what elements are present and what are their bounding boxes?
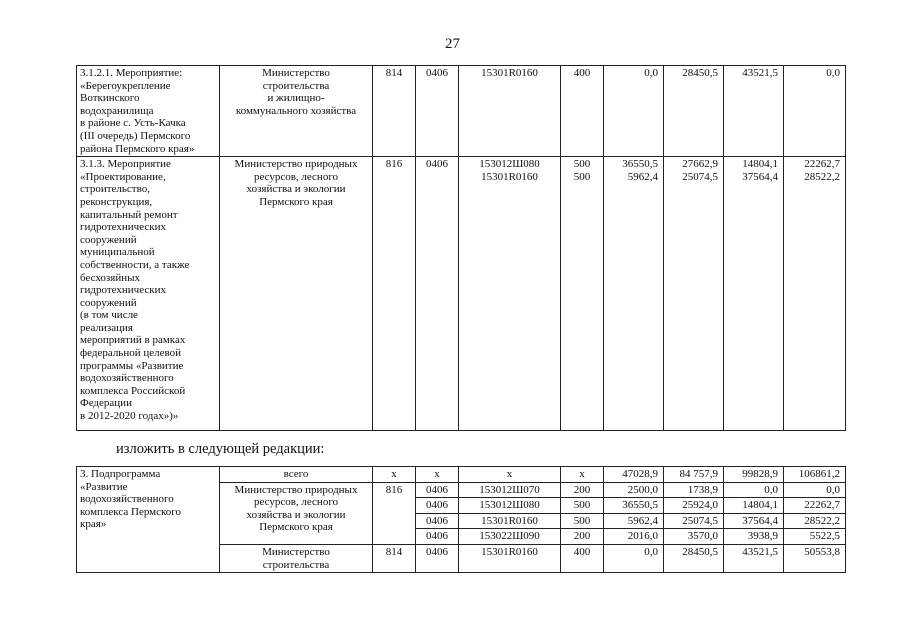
executor-cell: Министерство строительства	[220, 544, 373, 572]
rzpr-cell: 0406	[416, 482, 459, 498]
value-cell: 47028,9	[604, 467, 664, 483]
value-cell: 2500,0	[604, 482, 664, 498]
csr-cell	[459, 157, 561, 431]
table-row	[77, 157, 846, 431]
measure-name-cell: 3.1.3. Мероприятие «Проектирование, строительство, реконструкция, капитальный ремонт гидротехнических сооружений муниципальной собственности, а также бесхозяйных гидротехнических сооружений (в том числе реализация мероприятий в рамках федеральной целевой программы «Развитие водохозяйственного комплекса Российской Федерации в 2012-2020 годах»)»	[77, 157, 220, 431]
grbs-cell: 816	[373, 157, 416, 431]
page-number: 27	[445, 36, 460, 52]
vr-cell: 500	[561, 498, 604, 514]
vr-cell: х	[561, 467, 604, 483]
value-cell: 3570,0	[664, 529, 724, 545]
value-cell: 43521,5	[724, 66, 784, 157]
value-line: 36550,5	[622, 158, 658, 171]
rzpr-cell: 0406	[416, 66, 459, 157]
vr-cell: 500	[561, 513, 604, 529]
executor-cell: Министерство природных ресурсов, лесного хозяйства и экологии Пермского края	[220, 157, 373, 431]
rzpr-cell: 0406	[416, 157, 459, 431]
value-line: 14804,1	[742, 158, 778, 171]
value-cell: 0,0	[784, 66, 846, 157]
value-line: 22262,7	[804, 158, 840, 171]
csr-cell: 153012Ш070	[459, 482, 561, 498]
rzpr-cell: х	[416, 467, 459, 483]
value-cell: 1738,9	[664, 482, 724, 498]
budget-table-old	[76, 65, 846, 431]
value-cell	[604, 157, 664, 431]
vr-cell: 200	[561, 529, 604, 545]
value-cell: 37564,4	[724, 513, 784, 529]
budget-table-new	[76, 466, 846, 573]
value-cell: 28450,5	[664, 66, 724, 157]
csr-line: 15301R0160	[481, 171, 538, 184]
value-cell: 0,0	[724, 482, 784, 498]
value-cell: 106861,2	[784, 467, 846, 483]
executor-cell: Министерство строительства и жилищно- коммунального хозяйства	[220, 66, 373, 157]
table-row	[77, 467, 846, 483]
rzpr-cell: 0406	[416, 529, 459, 545]
csr-cell: 153022Ш090	[459, 529, 561, 545]
value-cell: 84 757,9	[664, 467, 724, 483]
value-cell: 28450,5	[664, 544, 724, 572]
value-cell: 2016,0	[604, 529, 664, 545]
csr-cell: 15301R0160	[459, 66, 561, 157]
vr-cell	[561, 157, 604, 431]
value-cell: 43521,5	[724, 544, 784, 572]
value-cell	[724, 157, 784, 431]
rzpr-cell: 0406	[416, 544, 459, 572]
value-cell: 50553,8	[784, 544, 846, 572]
vr-cell: 200	[561, 482, 604, 498]
value-cell	[784, 157, 846, 431]
value-line: 37564,4	[742, 171, 778, 184]
value-cell: 36550,5	[604, 498, 664, 514]
value-cell: 25074,5	[664, 513, 724, 529]
program-name-cell: 3. Подпрограмма «Развитие водохозяйственного комплекса Пермского края»	[77, 467, 220, 573]
grbs-cell: х	[373, 467, 416, 483]
csr-cell: 15301R0160	[459, 513, 561, 529]
vr-cell: 400	[561, 66, 604, 157]
value-cell: 99828,9	[724, 467, 784, 483]
table-row	[77, 66, 846, 157]
value-line: 27662,9	[682, 158, 718, 171]
value-cell: 14804,1	[724, 498, 784, 514]
value-cell: 22262,7	[784, 498, 846, 514]
csr-cell: х	[459, 467, 561, 483]
value-cell: 0,0	[784, 482, 846, 498]
vr-line: 500	[573, 171, 591, 184]
rzpr-cell: 0406	[416, 513, 459, 529]
executor-cell: Министерство природных ресурсов, лесного хозяйства и экологии Пермского края	[220, 482, 373, 544]
value-cell: 28522,2	[784, 513, 846, 529]
value-cell: 0,0	[604, 544, 664, 572]
value-cell	[664, 157, 724, 431]
vr-cell: 400	[561, 544, 604, 572]
measure-name-cell: 3.1.2.1. Мероприятие: «Берегоукрепление Воткинского водохранилища в районе с. Усть-Качка (III очередь) Пермского района Пермского края»	[77, 66, 220, 157]
value-line: 5962,4	[627, 171, 658, 184]
value-cell: 3938,9	[724, 529, 784, 545]
value-cell: 0,0	[604, 66, 664, 157]
csr-cell: 15301R0160	[459, 544, 561, 572]
csr-line: 153012Ш080	[479, 158, 540, 171]
value-line: 25074,5	[682, 171, 718, 184]
value-line: 28522,2	[804, 171, 840, 184]
grbs-cell: 816	[373, 482, 416, 544]
value-cell: 5962,4	[604, 513, 664, 529]
csr-cell: 153012Ш080	[459, 498, 561, 514]
value-cell: 25924,0	[664, 498, 724, 514]
total-label-cell: всего	[220, 467, 373, 483]
vr-line: 500	[573, 158, 591, 171]
value-cell: 5522,5	[784, 529, 846, 545]
grbs-cell: 814	[373, 544, 416, 572]
amendment-text: изложить в следующей редакции:	[116, 441, 325, 457]
grbs-cell: 814	[373, 66, 416, 157]
rzpr-cell: 0406	[416, 498, 459, 514]
